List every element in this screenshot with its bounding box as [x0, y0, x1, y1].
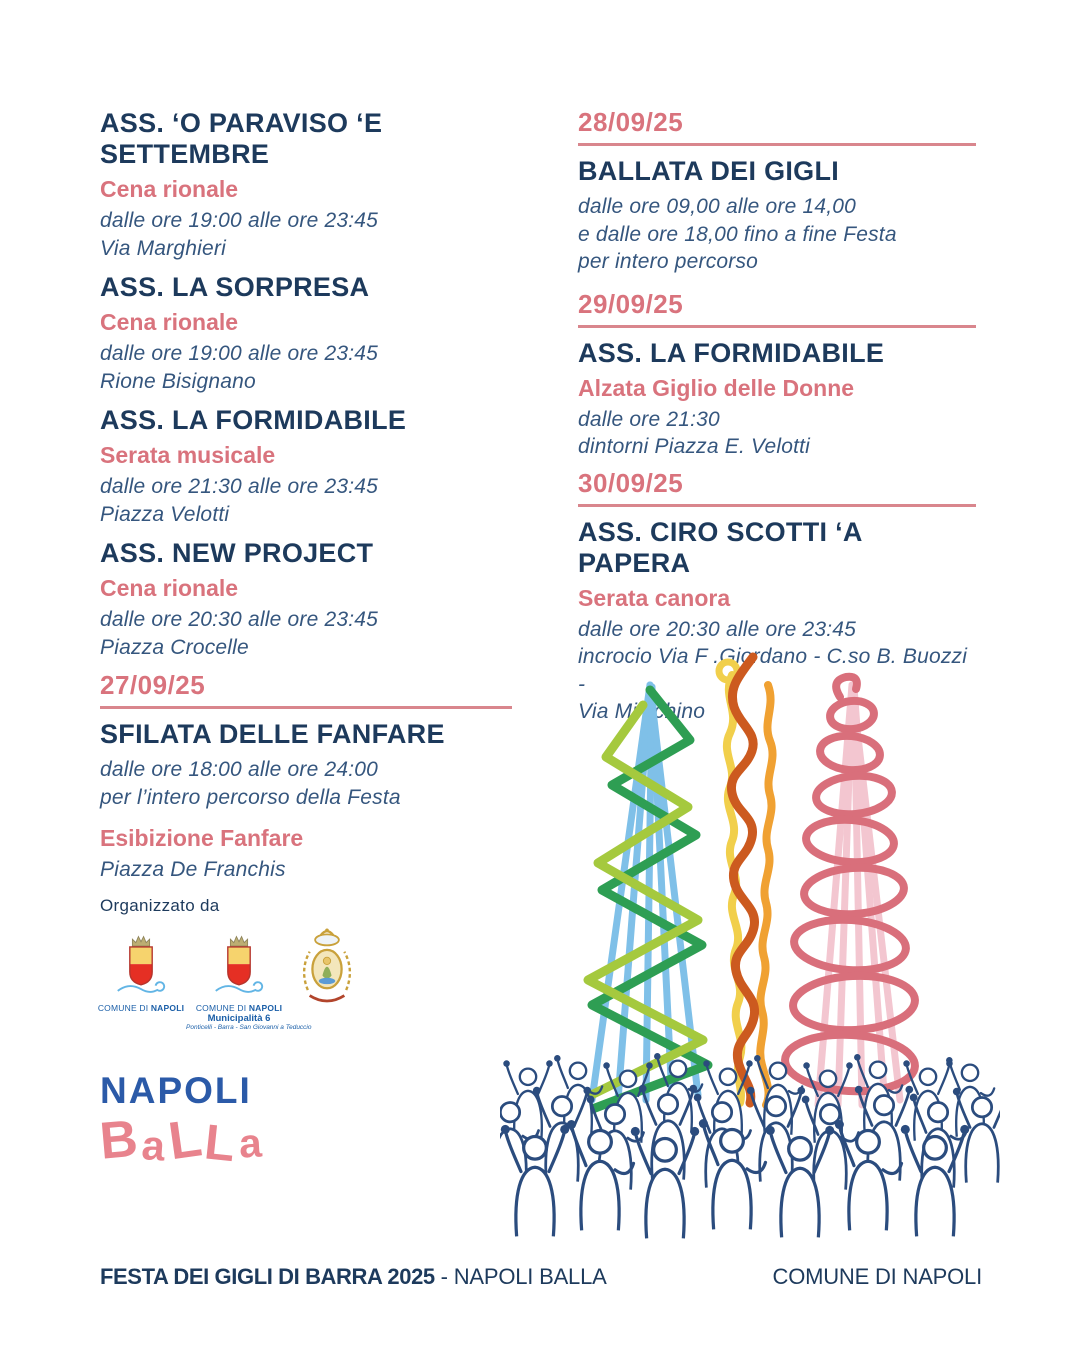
- municipalita-6-label: Municipalità 6: [207, 1013, 271, 1024]
- event-type: Esibizione Fanfare: [100, 825, 304, 851]
- event-sorpresa: [100, 272, 512, 395]
- footer-comune-label: COMUNE DI NAPOLI: [772, 1264, 982, 1289]
- event-title: ASS. CIRO SCOTTI ‘A PAPERA: [578, 516, 862, 578]
- event-time: e dalle ore 18,00 fino a fine Festa: [578, 222, 897, 246]
- date-section-27-09: [100, 671, 512, 884]
- event-time: dalle ore 18:00 alle ore 24:00: [100, 758, 379, 781]
- event-title: ASS. LA FORMIDABILE: [578, 337, 885, 368]
- tower-pink: [784, 677, 917, 1105]
- event-formidabile: [100, 405, 512, 528]
- municipalita-districts-label: Ponticelli - Barra - San Giovanni a Teduccio: [186, 1024, 312, 1031]
- event-place: dintorni Piazza E. Velotti: [578, 435, 811, 458]
- event-time: dalle ore 21:30: [578, 407, 720, 431]
- event-title: SFILATA DELLE FANFARE: [100, 719, 445, 749]
- barra-crest-logo: [294, 928, 360, 1017]
- event-place: Piazza De Franchis: [100, 858, 286, 881]
- comune-di-napoli-crest-icon: [213, 934, 265, 996]
- event-type: Cena rionale: [100, 176, 239, 202]
- event-type: Serata musicale: [100, 442, 276, 468]
- event-place: Rione Bisignano: [100, 369, 256, 393]
- date-section-28-09: [578, 108, 976, 276]
- balla-wordmark: BaLLa: [97, 1107, 268, 1173]
- event-time: dalle ore 21:30 alle ore 23:45: [100, 475, 379, 498]
- event-time: dalle ore 19:00 alle ore 23:45: [100, 342, 379, 365]
- event-place: Via Minichino: [578, 700, 706, 723]
- giglio-towers-illustration: [500, 645, 1000, 1245]
- event-time: dalle ore 19:00 alle ore 23:45: [100, 209, 379, 232]
- footer-festival-title: FESTA DEI GIGLI DI BARRA 2025 - NAPOLI BALLA: [100, 1264, 607, 1289]
- comune-di-napoli-logo: [96, 934, 186, 1013]
- municipalita-6-logo: [186, 934, 312, 1032]
- event-title: ASS. LA FORMIDABILE: [100, 405, 407, 435]
- comune-di-napoli-caption: COMUNE DI NAPOLI: [97, 1003, 185, 1013]
- event-type: Serata canora: [578, 584, 731, 611]
- sub-event: [100, 825, 512, 884]
- event-title: BALLATA DEI GIGLI: [578, 156, 840, 186]
- event-type: Cena rionale: [100, 309, 239, 335]
- municipalita-caption: COMUNE DI NAPOLI: [195, 1003, 283, 1013]
- tower-blue-green: [575, 685, 708, 1113]
- date-heading: 29/09/25: [578, 290, 976, 328]
- date-heading: 27/09/25: [100, 671, 512, 709]
- event-type: Alzata Giglio delle Donne: [578, 374, 855, 401]
- left-column: [100, 108, 512, 884]
- comune-di-napoli-crest-icon: [115, 934, 167, 996]
- event-time: dalle ore 20:30 alle ore 23:45: [578, 617, 857, 641]
- footer: [100, 1264, 982, 1290]
- event-title: ASS. ‘O PARAVISO ‘E SETTEMBRE: [100, 108, 383, 169]
- event-place: per intero percorso: [578, 250, 759, 273]
- event-place: per l’intero percorso della Festa: [100, 785, 401, 809]
- event-type: Cena rionale: [100, 575, 239, 601]
- date-heading: 28/09/25: [578, 108, 976, 146]
- event-time: dalle ore 09,00 alle ore 14,00: [578, 195, 857, 218]
- date-section-29-09: [578, 290, 976, 461]
- event-place: Via Marghieri: [100, 236, 226, 260]
- napoli-balla-logo: [97, 1070, 268, 1173]
- event-time: dalle ore 20:30 alle ore 23:45: [100, 608, 379, 631]
- event-title: ASS. LA SORPRESA: [100, 272, 370, 302]
- event-new-project: [100, 538, 512, 661]
- organized-by-label: Organizzato da: [100, 896, 220, 915]
- right-column: [578, 108, 976, 726]
- napoli-wordmark: NAPOLI: [100, 1070, 252, 1111]
- event-place: Piazza Velotti: [100, 502, 230, 526]
- date-heading: 30/09/25: [578, 469, 976, 507]
- event-place: incrocio Via F .Giordano - C.so B. Buozzi -: [578, 645, 968, 696]
- event-place: Piazza Crocelle: [100, 635, 249, 659]
- tower-orange: [719, 657, 773, 1105]
- event-title: ASS. NEW PROJECT: [100, 538, 374, 568]
- event-paraviso: [100, 108, 512, 262]
- barra-crest-icon: [295, 928, 359, 1012]
